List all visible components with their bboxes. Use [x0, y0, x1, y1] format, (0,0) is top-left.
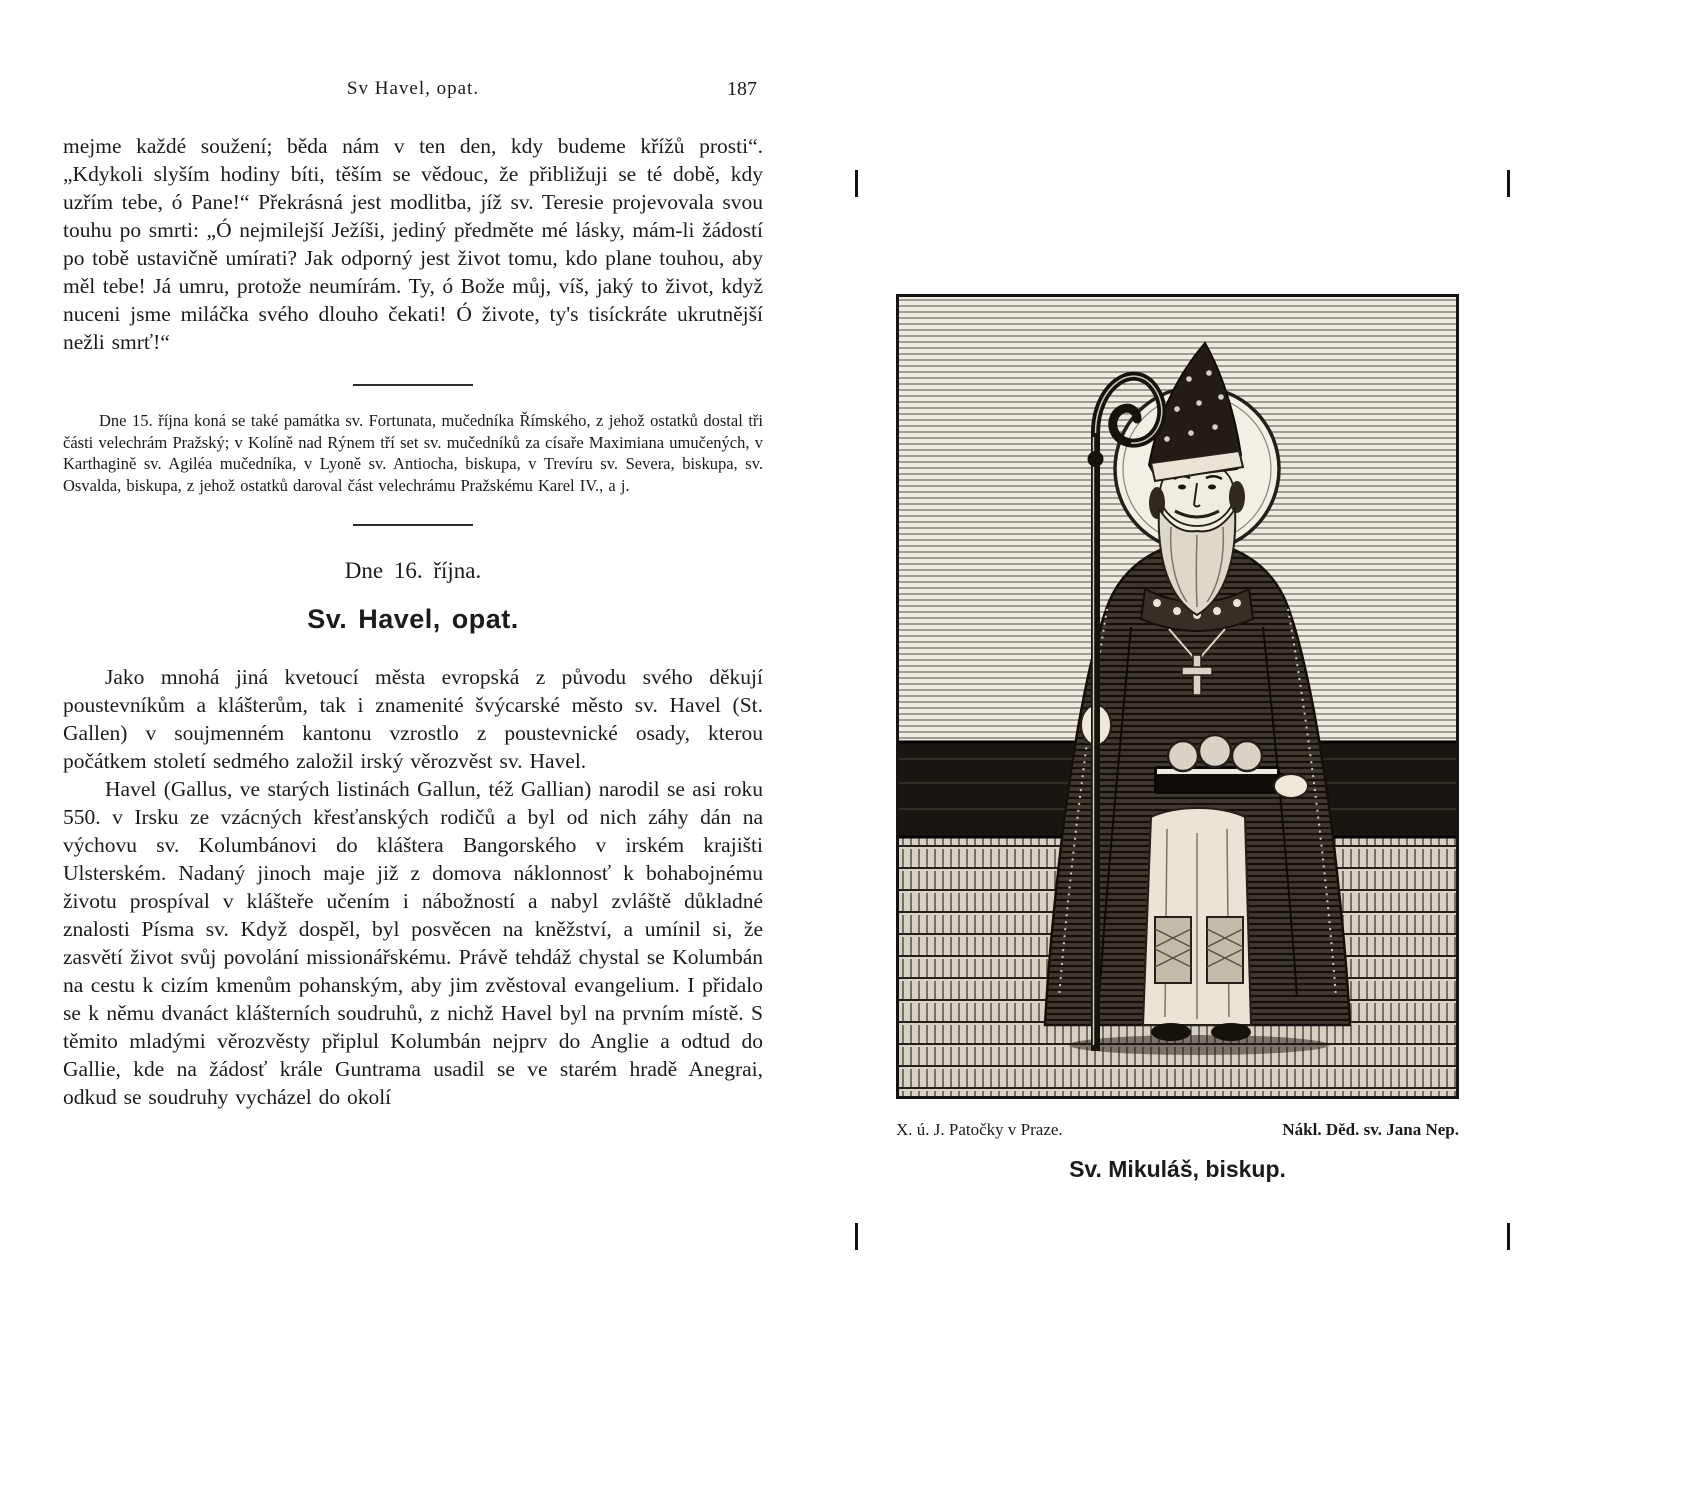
crop-mark-top-right — [1507, 170, 1510, 197]
crop-mark-bottom-right — [1507, 1223, 1510, 1250]
crop-mark-top-left — [855, 170, 858, 197]
feast-note-paragraph: Dne 15. října koná se také památka sv. Fortunata, mučedníka Římského, z jehož ostatků dostal tři části velechrám Pražský; v Kolíně nad Rýnem tří set sv. mučedníků za císaře Maximiana umučených, v Karthagině sv. Agiléa mučedníka, v Lyoně sv. Antiocha, biskupa, v Trevíru sv. Severa, biskupa, sv. Osvalda, biskupa, z jehož ostatků daroval část velechrámu Pražskému Karel IV., a j. — [63, 411, 763, 495]
st-nicholas-engraving — [899, 297, 1456, 1096]
running-head — [63, 78, 763, 108]
date-heading: Dne 16. října. — [344, 558, 482, 583]
left-page — [63, 78, 763, 1111]
imprint-publisher: Nákl. Děd. sv. Jana Nep. — [1282, 1120, 1459, 1139]
section-divider — [353, 524, 473, 526]
intro-paragraph: Jako mnohá jiná kvetoucí města evropská z původu svého děkují poustevníkům a klášterům, tak i znamenité švýcarské město sv. Havel (St. Gallen) v soujmenném kantonu vzrostlo z poustevnické osady, kterou počátkem století sedmého založil irský věrozvěst sv. Havel. — [63, 665, 763, 773]
illustration-title: Sv. Mikuláš, biskup. — [1069, 1156, 1286, 1182]
imprint-engraver: X. ú. J. Patočky v Praze. — [896, 1120, 1063, 1139]
imprint-row — [896, 1120, 1459, 1140]
life-paragraph: Havel (Gallus, ve starých listinách Gallun, též Gallian) narodil se asi roku 550. v Irsku ze vzácných křesťanských rodičů a byl od nich záhy dán na výchovu sv. Kolumbánovi do kláštera Bangorského v irském krajišti Ulsterském. Nadaný jinoch maje již z domova náklonnosť k bohabojnému životu prospíval v klášteře učením i nábožností a nabyl zvláště důkladné znalosti Písma sv. Když dospěl, byl posvěcen na kněžství, a umínil si, že zasvětí život svůj povolání missionářskému. Právě tehdáž chystal se Kolumbán na cestu k cizím kmenům pohanským, aby jim zvěstoval evangelium. I přidalo se k němu dvanáct klášterních soudruhů, z nichž Havel byl na prvním místě. S těmito mladými věrozvěsty připlul Kolumbán nejprv do Anglie a odtud do Gallie, kde na žádosť krále Guntrama usadil se ve starém hradě Anegrai, odkud se soudruhy vycházel do okolí — [63, 777, 763, 1109]
crop-mark-bottom-left — [855, 1223, 858, 1250]
quote-paragraph: mejme každé soužení; běda nám v ten den, kdy budeme křížů prosti“. „Kdykoli slyším hodiny bíti, těším se vědouc, že přibližuji se té době, kdy uzřím tebe, ó Pane!“ Překrásná jest modlitba, jíž sv. Teresie projevovala svou touhu po smrti: „Ó nejmilejší Ježíši, jediný předměte mé lásky, mám-li žádostí po tobě ustavičně umírati? Jak odporný jest život tomu, kdo plane touhou, aby měl tebe! Já umru, protože neumírám. Ty, ó Bože můj, víš, jaký to život, když nuceni jsme miláčka svého dlouho čekati! Ó živote, ty's tisíckráte ukrutnější nežli smrť!“ — [63, 134, 763, 354]
right-page — [855, 170, 1510, 1250]
page-number: 187 — [727, 78, 757, 100]
section-heading: Sv. Havel, opat. — [307, 604, 519, 634]
engraving-frame — [896, 294, 1459, 1099]
section-divider — [353, 384, 473, 386]
running-title: Sv Havel, opat. — [346, 78, 480, 99]
